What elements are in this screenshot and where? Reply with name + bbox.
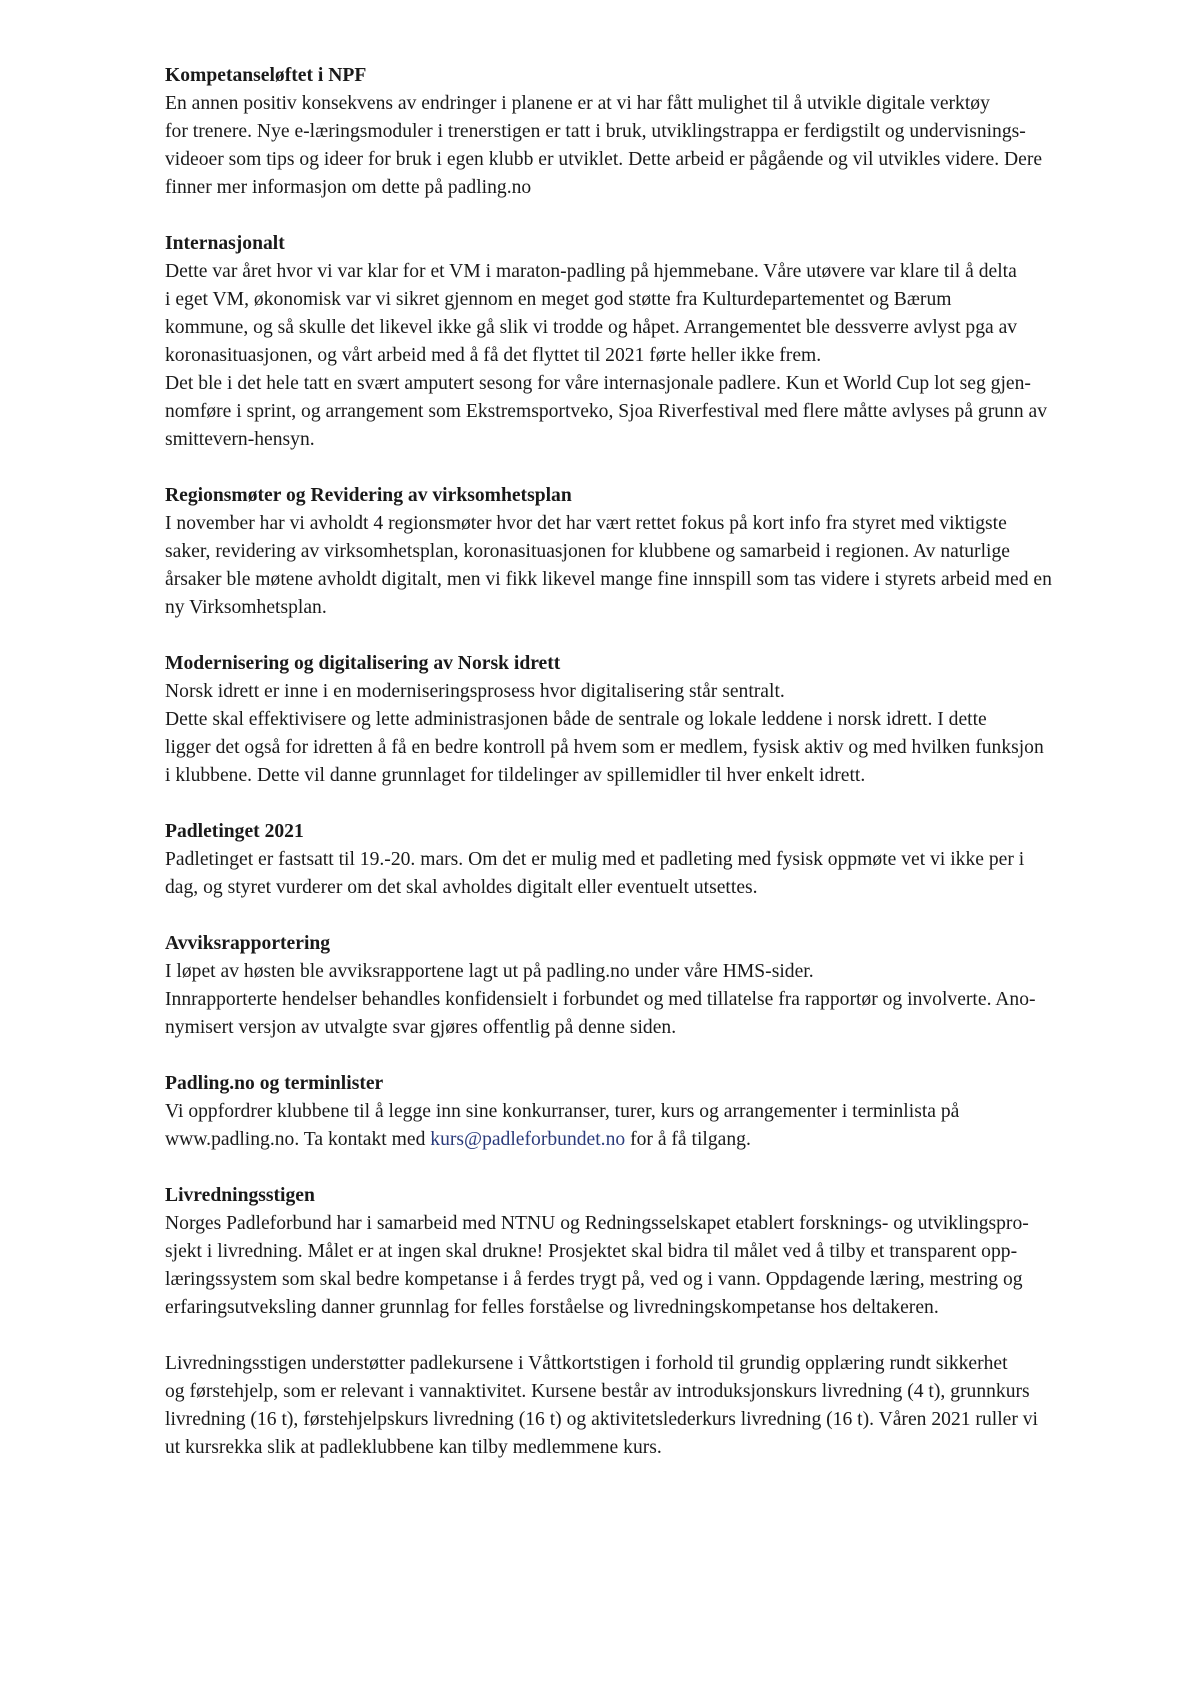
paragraph-line: smittevern-hensyn. [165,429,315,450]
paragraph-line: Livredningsstigen understøtter padlekursene i Våttkortstigen i forhold til grundig opplæring rundt sikkerhet [165,1353,1008,1374]
section-heading: Padling.no og terminlister [165,1073,384,1094]
section-livredningsstigen [165,1182,1135,1462]
section-heading: Regionsmøter og Revidering av virksomhetsplan [165,485,572,506]
paragraph-line: nymisert versjon av utvalgte svar gjøres offentlig på denne siden. [165,1017,677,1038]
paragraph-line: ny Virksomhetsplan. [165,597,327,618]
paragraph-line: livredning (16 t), førstehjelpskurs livredning (16 t) og aktivitetslederkurs livredning (16 t). Våren 2021 ruller vi [165,1409,1039,1430]
paragraph-line: I november har vi avholdt 4 regionsmøter hvor det har vært rettet fokus på kort info fra styret med viktigste [165,513,1007,534]
text-segment: www.padling.no. Ta kontakt med [165,1129,431,1150]
paragraph-line: ut kursrekka slik at padleklubbene kan tilby medlemmene kurs. [165,1437,662,1458]
paragraph-line: Padletinget er fastsatt til 19.-20. mars. Om det er mulig med et padleting med fysisk oppmøte vet vi ikke per i [165,849,1025,870]
paragraph-line: Norsk idrett er inne i en moderniseringsprosess hvor digitalisering står sentralt. [165,681,785,702]
section-heading: Avviksrapportering [165,933,331,954]
paragraph-line: kommune, og så skulle det likevel ikke gå slik vi trodde og håpet. Arrangementet ble dessverre avlyst pga av [165,317,1018,338]
paragraph-line: Det ble i det hele tatt en svært amputert sesong for våre internasjonale padlere. Kun et World Cup lot seg gjen- [165,373,1031,394]
paragraph-line: ligger det også for idretten å få en bedre kontroll på hvem som er medlem, fysisk aktiv og med hvilken funksjon [165,737,1044,758]
paragraph-line: læringssystem som skal bedre kompetanse i å ferdes trygt på, ved og i vann. Oppdagende læring, mestring og [165,1269,1023,1290]
section-heading: Modernisering og digitalisering av Norsk idrett [165,653,561,674]
paragraph-line: Innrapporterte hendelser behandles konfidensielt i forbundet og med tillatelse fra rapportør og involverte. Ano- [165,989,1036,1010]
email-link[interactable]: kurs@padleforbundet.no [430,1129,626,1150]
paragraph-line: Norges Padleforbund har i samarbeid med NTNU og Redningsselskapet etablert forsknings- og utviklingspro- [165,1213,1029,1234]
paragraph-spacer [165,1322,1135,1350]
text-segment: for å få tilgang. [625,1129,751,1150]
paragraph-line: sjekt i livredning. Målet er at ingen skal drukne! Prosjektet skal bidra til målet ved å tilby et transparent opp- [165,1241,1018,1262]
paragraph-line: Vi oppfordrer klubbene til å legge inn sine konkurranser, turer, kurs og arrangementer i terminlista på [165,1101,960,1122]
paragraph-line: I løpet av høsten ble avviksrapportene lagt ut på padling.no under våre HMS-sider. [165,961,814,982]
paragraph-line [165,1126,1135,1154]
section-terminlister [165,1070,1135,1154]
section-regionsmoter [165,482,1135,622]
paragraph-line: Dette skal effektivisere og lette administrasjonen både de sentrale og lokale leddene i norsk idrett. I dette [165,709,987,730]
paragraph-line: saker, revidering av virksomhetsplan, koronasituasjonen for klubbene og samarbeid i regionen. Av naturlige [165,541,1010,562]
paragraph-line: i klubbene. Dette vil danne grunnlaget for tildelinger av spillemidler til hver enkelt idrett. [165,765,866,786]
paragraph-line: og førstehjelp, som er relevant i vannaktivitet. Kursene består av introduksjonskurs livredning (4 t), grunnkurs [165,1381,1030,1402]
paragraph-line: i eget VM, økonomisk var vi sikret gjennom en meget god støtte fra Kulturdepartementet og Bærum [165,289,952,310]
paragraph-line: nomføre i sprint, og arrangement som Ekstremsportveko, Sjoa Riverfestival med flere måtte avlyses på grunn av [165,401,1048,422]
paragraph-line: koronasituasjonen, og vårt arbeid med å få det flyttet til 2021 førte heller ikke frem. [165,345,822,366]
section-padletinget [165,818,1135,902]
paragraph-line: finner mer informasjon om dette på padling.no [165,177,532,198]
section-internasjonalt [165,230,1135,454]
paragraph-line: årsaker ble møtene avholdt digitalt, men vi fikk likevel mange fine innspill som tas videre i styrets arbeid med en [165,569,1052,590]
paragraph-line: Dette var året hvor vi var klar for et VM i maraton-padling på hjemmebane. Våre utøvere var klare til å delta [165,261,1017,282]
section-heading: Internasjonalt [165,233,285,254]
section-kompetanseloftet [165,62,1135,202]
document-page [165,62,1135,1490]
paragraph-line: videoer som tips og ideer for bruk i egen klubb er utviklet. Dette arbeid er pågående og vil utvikles videre. Dere [165,149,1043,170]
section-heading: Kompetanseløftet i NPF [165,65,367,86]
section-heading: Livredningsstigen [165,1185,315,1206]
paragraph-line: En annen positiv konsekvens av endringer i planene er at vi har fått mulighet til å utvikle digitale verktøy [165,93,990,114]
section-heading: Padletinget 2021 [165,821,304,842]
paragraph-line: erfaringsutveksling danner grunnlag for felles forståelse og livredningskompetanse hos deltakeren. [165,1297,939,1318]
section-avviksrapportering [165,930,1135,1042]
section-modernisering [165,650,1135,790]
paragraph-line: for trenere. Nye e-læringsmoduler i trenerstigen er tatt i bruk, utviklingstrappa er ferdigstilt og undervisnings- [165,121,1026,142]
paragraph-line: dag, og styret vurderer om det skal avholdes digitalt eller eventuelt utsettes. [165,877,758,898]
